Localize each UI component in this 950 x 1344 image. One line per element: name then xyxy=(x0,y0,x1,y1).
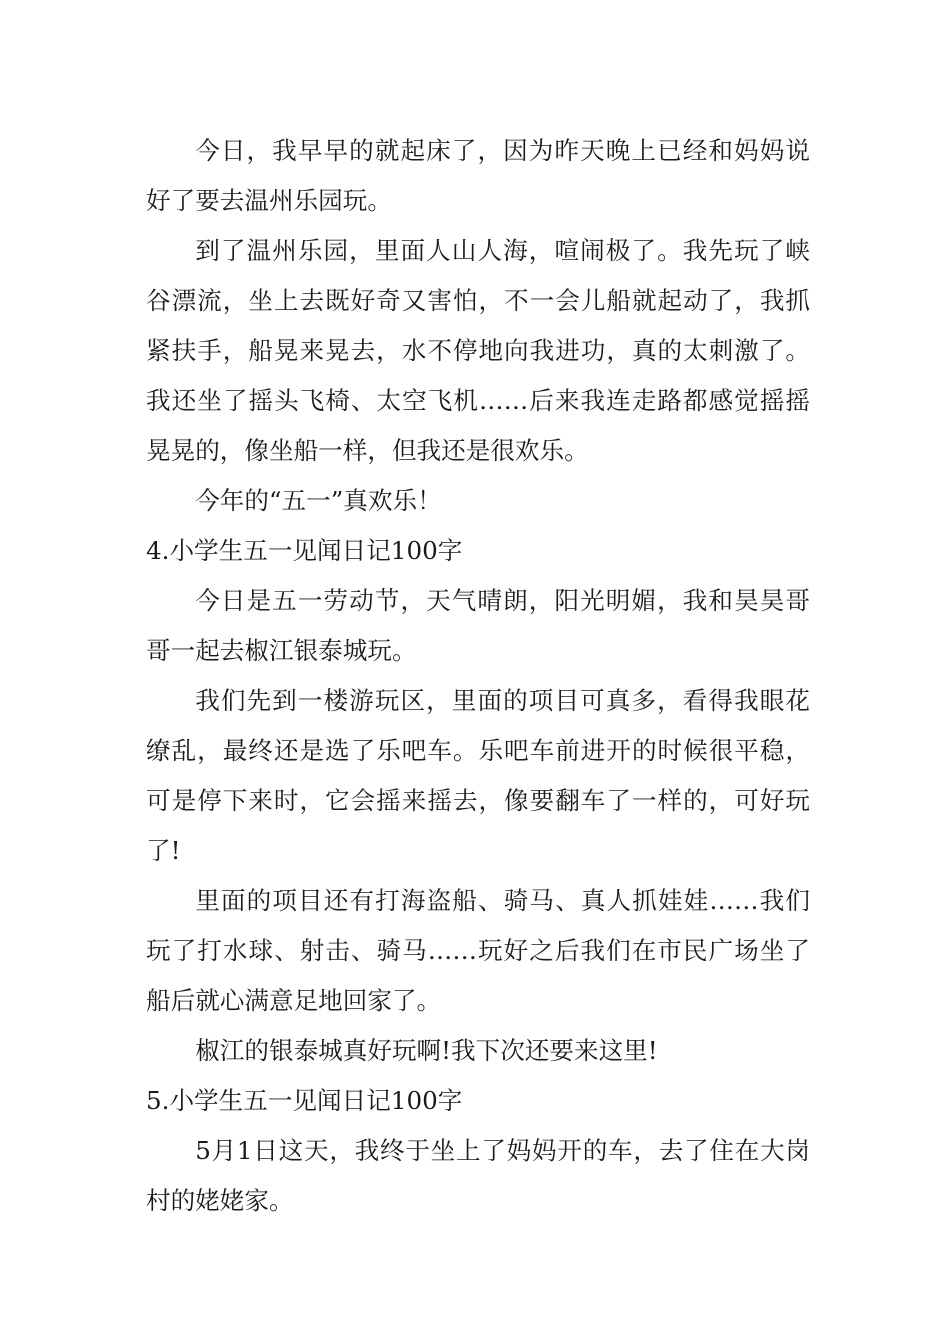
paragraph: 里面的项目还有打海盗船、骑马、真人抓娃娃……我们玩了打水球、射击、骑马……玩好之后我们在市民广场坐了船后就心满意足地回家了。 xyxy=(146,886,810,1015)
paragraph: 今日是五一劳动节，天气晴朗，阳光明媚，我和昊昊哥哥一起去椒江银泰城玩。 xyxy=(146,586,810,665)
paragraph: 到了温州乐园，里面人山人海，喧闹极了。我先玩了峡谷漂流，坐上去既好奇又害怕，不一会儿船就起动了，我抓紧扶手，船晃来晃去，水不停地向我进功，真的太刺激了。我还坐了摇头飞椅、太空飞机……后来我连走路都感觉摇摇晃晃的，像坐船一样，但我还是很欢乐。 xyxy=(146,236,810,465)
document-body xyxy=(146,126,810,1226)
paragraph: 今日，我早早的就起床了，因为昨天晚上已经和妈妈说好了要去温州乐园玩。 xyxy=(146,136,810,215)
section-heading: 4.小学生五一见闻日记100字 xyxy=(146,536,463,565)
paragraph: 椒江的银泰城真好玩啊!我下次还要来这里! xyxy=(195,1036,658,1065)
paragraph: 今年的“五一”真欢乐！ xyxy=(195,486,442,515)
paragraph: 5月1日这天，我终于坐上了妈妈开的车，去了住在大岗村的姥姥家。 xyxy=(146,1136,810,1215)
paragraph: 我们先到一楼游玩区，里面的项目可真多，看得我眼花缭乱，最终还是选了乐吧车。乐吧车前进开的时候很平稳，可是停下来时，它会摇来摇去，像要翻车了一样的，可好玩了! xyxy=(146,686,810,865)
section-heading: 5.小学生五一见闻日记100字 xyxy=(146,1086,463,1115)
